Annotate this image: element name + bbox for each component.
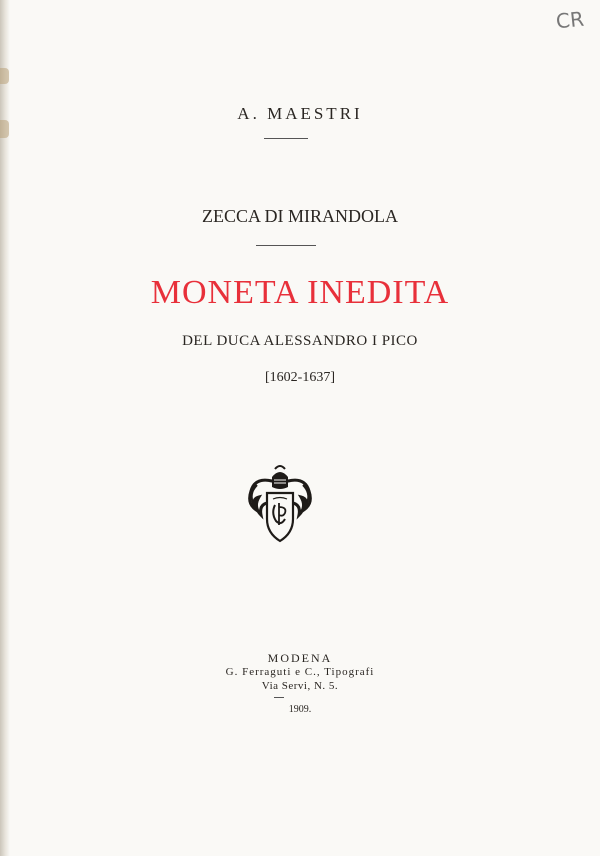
divider-rule — [264, 138, 308, 139]
series-title: ZECCA DI MIRANDOLA — [202, 206, 398, 226]
publication-year: 1909. — [288, 704, 312, 715]
coat-of-arms-icon — [245, 463, 315, 547]
divider-rule — [256, 245, 316, 246]
paper-stain — [0, 68, 9, 84]
publisher-city: MODENA — [267, 651, 333, 665]
publisher-address: Via Servi, N. 5. — [261, 680, 339, 692]
handwritten-mark: CR — [554, 6, 586, 34]
author-name: A. MAESTRI — [237, 104, 363, 123]
publisher-name: G. Ferraguti e C., Tipografi — [225, 666, 375, 678]
subtitle: DEL DUCA ALESSANDRO I PICO — [182, 333, 418, 349]
divider-rule — [274, 697, 284, 698]
main-title: MONETA INEDITA — [150, 274, 450, 311]
reign-dates: [1602-1637] — [265, 370, 335, 385]
